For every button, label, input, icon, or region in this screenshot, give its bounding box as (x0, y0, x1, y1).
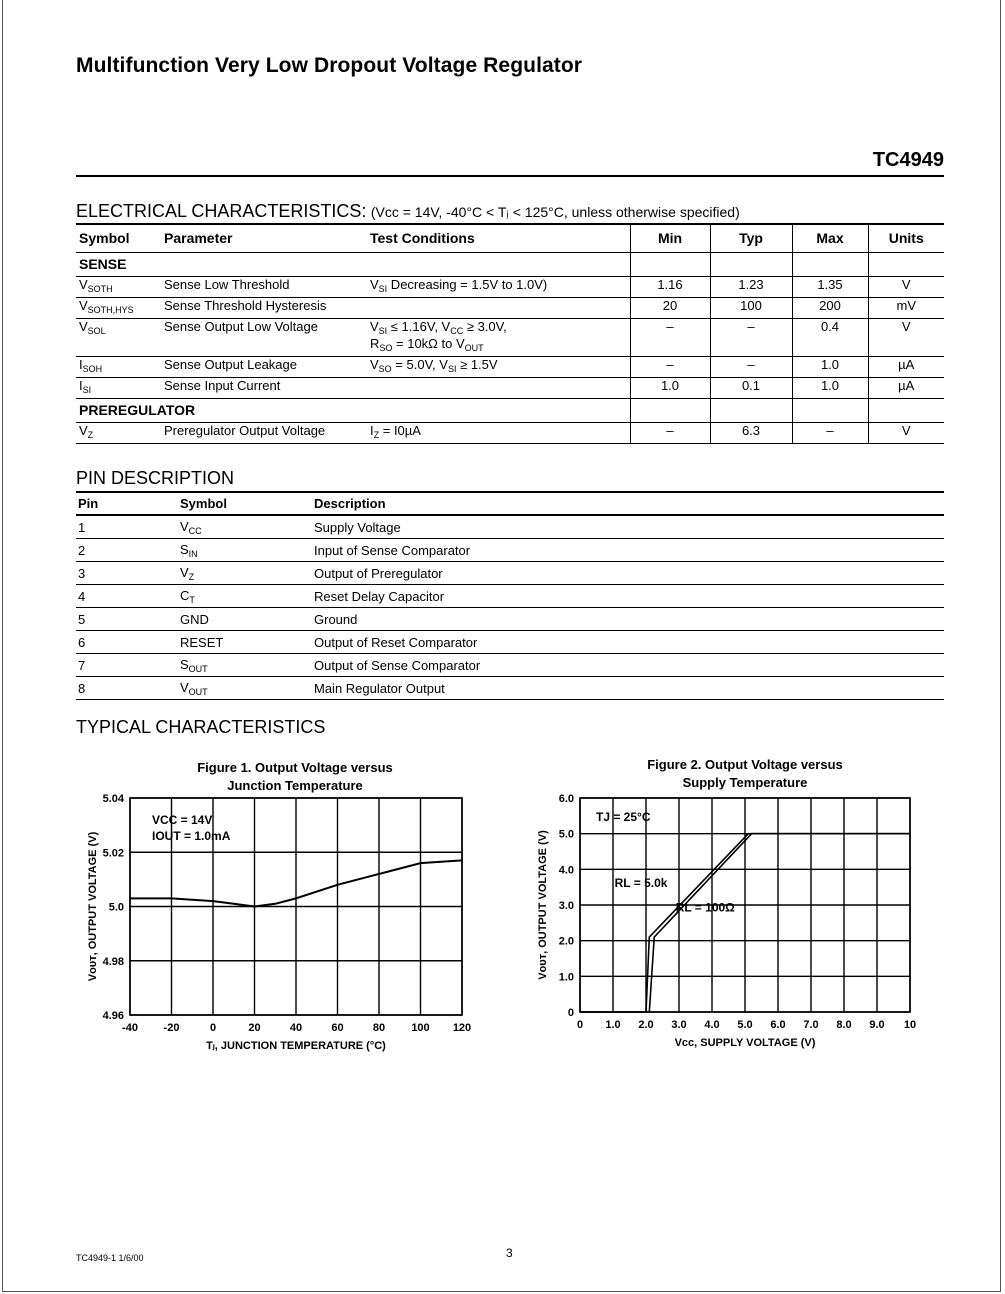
pin-number: 2 (76, 539, 178, 562)
units-cell: µA (868, 377, 944, 398)
pin-symbol (178, 654, 312, 677)
column-header: Parameter (161, 224, 367, 252)
parameter-cell: Sense Threshold Hysteresis (161, 297, 367, 318)
pin-symbol (178, 585, 312, 608)
pin-symbol (178, 631, 312, 654)
title-rule (76, 175, 944, 177)
y-axis-label: Vᴏᴜᴛ, OUTPUT VOLTAGE (V) (87, 831, 99, 982)
series-label: RL = 5.0k (614, 876, 668, 891)
pin-description: Output of Reset Comparator (312, 631, 944, 654)
symbol: $V_{SOL}$ (79, 318, 106, 336)
pin-description: Input of Sense Comparator (312, 539, 944, 562)
x-tick-label: 10 (903, 1019, 917, 1031)
x-tick-label: 0 (209, 1022, 217, 1034)
figure1-title-line2: Junction Temperature (227, 778, 363, 793)
pin-row (76, 654, 944, 677)
column-header: Test Conditions (367, 224, 630, 252)
symbol: $I_{SOH}$ (79, 356, 103, 374)
table-row (76, 377, 944, 398)
annotation-label: IOUT = 1.0mA (152, 829, 231, 843)
pin-row (76, 677, 944, 700)
annotation-label: VCC = 14V (152, 813, 213, 827)
figure2-title-line2: Supply Temperature (682, 775, 808, 790)
pin-description: Supply Voltage (312, 515, 944, 539)
part-number: TC4949 (872, 149, 944, 171)
min-cell: – (630, 422, 710, 443)
pin-number: 5 (76, 608, 178, 631)
min-cell: 1.16 (630, 276, 710, 297)
y-tick-label: 4.98 (102, 955, 124, 968)
typ-cell: – (710, 356, 792, 377)
column-header: Pin (76, 492, 178, 515)
y-tick-label: 4.0 (558, 864, 574, 877)
x-tick-label: 6.0 (770, 1019, 786, 1031)
pin-row (76, 631, 944, 654)
x-tick-label: 120 (452, 1022, 472, 1034)
figure2-title (600, 756, 890, 792)
page-number: 3 (506, 1246, 513, 1260)
symbol-subscript: OUT (188, 663, 208, 674)
electrical-heading (76, 201, 740, 222)
x-tick-label: 7.0 (803, 1019, 819, 1031)
x-tick-label: 8.0 (836, 1019, 852, 1031)
y-tick-label: 3.0 (558, 900, 574, 912)
units-cell: V (868, 422, 944, 443)
pin-description: Output of Sense Comparator (312, 654, 944, 677)
x-tick-label: 3.0 (671, 1019, 687, 1031)
symbol: $V_Z$ (180, 564, 195, 582)
pin-symbol (178, 608, 312, 631)
column-header: Max (792, 224, 868, 252)
pin-description: Main Regulator Output (312, 677, 944, 700)
typ-cell: 6.3 (710, 422, 792, 443)
group-label: SENSE (76, 252, 630, 276)
parameter-cell: Sense Input Current (161, 377, 367, 398)
column-header: Symbol (178, 492, 312, 515)
column-header: Units (868, 224, 944, 252)
symbol-subscript: Z (87, 429, 94, 440)
x-tick-label: 60 (331, 1022, 344, 1034)
electrical-heading-text: ELECTRICAL CHARACTERISTICS: (76, 201, 367, 221)
figure2-title-line1: Figure 2. Output Voltage versus (647, 757, 843, 772)
table-row (76, 318, 944, 356)
max-cell: 1.0 (792, 356, 868, 377)
units-cell: mV (868, 297, 944, 318)
electrical-table (76, 224, 944, 444)
typ-cell: – (710, 318, 792, 356)
pin-row (76, 585, 944, 608)
y-tick-label: 0 (567, 1007, 574, 1019)
column-header: Typ (710, 224, 792, 252)
symbol: $S_{OUT}$ (180, 656, 208, 674)
symbol-subscript: Z (188, 571, 195, 582)
pin-description: Reset Delay Capacitor (312, 585, 944, 608)
symbol: RESET (180, 634, 224, 650)
symbol-subscript: SOTH (87, 283, 113, 294)
figure1-title-line1: Figure 1. Output Voltage versus (197, 760, 393, 775)
parameter-cell: Preregulator Output Voltage (161, 422, 367, 443)
parameter-cell: Sense Output Leakage (161, 356, 367, 377)
typical-heading: TYPICAL CHARACTERISTICS (76, 717, 326, 737)
parameter-cell: Sense Output Low Voltage (161, 318, 367, 356)
pin-description: Ground (312, 608, 944, 631)
series-label: RL = 100Ω (675, 900, 735, 915)
group-label: PREREGULATOR (76, 398, 630, 422)
x-tick-label: 9.0 (869, 1019, 885, 1031)
units-cell: µA (868, 356, 944, 377)
empty-cell (792, 252, 868, 276)
table-row (76, 276, 944, 297)
empty-cell (630, 398, 710, 422)
footer-doc-id: TC4949-1 1/6/00 (76, 1253, 144, 1263)
max-cell: 200 (792, 297, 868, 318)
table-row (76, 422, 944, 443)
pin-number: 8 (76, 677, 178, 700)
symbol-subscript: T (189, 594, 195, 605)
symbol-cell (76, 377, 161, 398)
y-tick-label: 1.0 (558, 971, 574, 984)
empty-cell (868, 252, 944, 276)
column-header: Min (630, 224, 710, 252)
pin-row (76, 608, 944, 631)
symbol-subscript: SOH (82, 363, 103, 374)
empty-cell (710, 398, 792, 422)
max-cell: – (792, 422, 868, 443)
pin-row (76, 515, 944, 539)
table-row (76, 297, 944, 318)
condition-cell: $V_{SI} \le 1.16V$, $V_{CC} \ge 3.0V$, $R_{SO} = 10k\Omega$ to $V_{OUT}$ (367, 318, 630, 356)
units-cell: V (868, 276, 944, 297)
units-cell: V (868, 318, 944, 356)
symbol-subscript: OUT (188, 686, 208, 697)
condition-cell (367, 297, 630, 318)
empty-cell (868, 398, 944, 422)
pin-heading: PIN DESCRIPTION (76, 468, 235, 488)
symbol-subscript: SOL (87, 325, 106, 336)
symbol: GND (180, 611, 209, 627)
min-cell: 1.0 (630, 377, 710, 398)
y-tick-label: 5.0 (108, 901, 124, 914)
min-cell: – (630, 356, 710, 377)
typ-cell: 100 (710, 297, 792, 318)
symbol-subscript: SI (82, 384, 92, 395)
pin-number: 3 (76, 562, 178, 585)
symbol-subscript: IN (188, 548, 198, 559)
condition-cell (367, 377, 630, 398)
y-tick-label: 5.02 (102, 847, 124, 860)
symbol: $V_{OUT}$ (180, 679, 208, 697)
x-tick-label: 1.0 (605, 1019, 621, 1031)
max-cell: 1.0 (792, 377, 868, 398)
x-axis-label: Vᴄᴄ, SUPPLY VOLTAGE (V) (674, 1037, 816, 1049)
min-cell: 20 (630, 297, 710, 318)
pin-number: 7 (76, 654, 178, 677)
symbol-cell (76, 297, 161, 318)
typ-cell: 1.23 (710, 276, 792, 297)
condition-cell: $V_{SI}$ Decreasing = 1.5V to 1.0V) (367, 276, 630, 297)
symbol: $C_T$ (180, 587, 195, 605)
pin-table (76, 492, 944, 700)
empty-cell (792, 398, 868, 422)
table-header-row (76, 224, 944, 252)
x-tick-label: 5.0 (737, 1019, 753, 1031)
symbol: $V_{SOTH,HYS}$ (79, 297, 134, 315)
pin-number: 1 (76, 515, 178, 539)
x-tick-label: 4.0 (704, 1019, 720, 1031)
x-axis-label: Tⱼ, JUNCTION TEMPERATURE (°C) (206, 1040, 386, 1052)
y-tick-label: 2.0 (558, 935, 574, 948)
pin-symbol (178, 677, 312, 700)
pin-symbol (178, 515, 312, 539)
column-header: Symbol (76, 224, 161, 252)
empty-cell (630, 252, 710, 276)
pin-row (76, 539, 944, 562)
electrical-conditions: (Vᴄᴄ = 14V, -40°C < Tⱼ < 125°C, unless otherwise specified) (370, 204, 740, 220)
y-axis-label: Vᴏᴜᴛ, OUTPUT VOLTAGE (V) (537, 830, 549, 980)
symbol-cell (76, 356, 161, 377)
table-row (76, 356, 944, 377)
x-tick-label: 0 (576, 1019, 584, 1031)
max-cell: 1.35 (792, 276, 868, 297)
symbol: $V_{CC}$ (180, 518, 202, 536)
symbol-cell (76, 276, 161, 297)
x-tick-label: 80 (372, 1022, 386, 1034)
empty-cell (710, 252, 792, 276)
symbol: $V_Z$ (79, 422, 94, 440)
symbol: $I_{SI}$ (79, 377, 92, 395)
x-tick-label: -40 (122, 1022, 138, 1034)
y-tick-label: 5.04 (102, 793, 124, 805)
y-tick-label: 5.0 (558, 828, 574, 841)
symbol: $S_{IN}$ (180, 541, 198, 559)
x-tick-label: 40 (289, 1022, 303, 1034)
pin-description: Output of Preregulator (312, 562, 944, 585)
x-tick-label: 100 (411, 1022, 430, 1034)
pin-symbol (178, 562, 312, 585)
symbol-subscript: SOTH,HYS (87, 304, 134, 315)
parameter-cell: Sense Low Threshold (161, 276, 367, 297)
x-tick-label: 2.0 (638, 1019, 654, 1031)
min-cell: – (630, 318, 710, 356)
pin-row (76, 562, 944, 585)
x-tick-label: -20 (163, 1022, 180, 1034)
pin-number: 6 (76, 631, 178, 654)
symbol-cell (76, 318, 161, 356)
group-row (76, 252, 944, 276)
symbol: $V_{SOTH}$ (79, 276, 113, 294)
x-tick-label: 20 (248, 1022, 261, 1034)
max-cell: 0.4 (792, 318, 868, 356)
y-tick-label: 6.0 (558, 793, 574, 805)
document-title: Multifunction Very Low Dropout Voltage Regulator (76, 54, 583, 77)
symbol-subscript: CC (188, 525, 202, 536)
typ-cell: 0.1 (710, 377, 792, 398)
figure2-chart (520, 790, 930, 1060)
column-header: Description (312, 492, 944, 515)
group-row (76, 398, 944, 422)
condition-cell: $I_Z = I0\mu A$ (367, 422, 630, 443)
y-tick-label: 4.96 (102, 1010, 124, 1022)
symbol-cell (76, 422, 161, 443)
condition-cell: $V_{SO} = 5.0V$, $V_{SI} \ge 1.5V$ (367, 356, 630, 377)
figure1-chart (70, 790, 490, 1060)
pin-number: 4 (76, 585, 178, 608)
annotation-label: TJ = 25°C (596, 810, 651, 824)
pin-symbol (178, 539, 312, 562)
pin-header-row (76, 492, 944, 515)
